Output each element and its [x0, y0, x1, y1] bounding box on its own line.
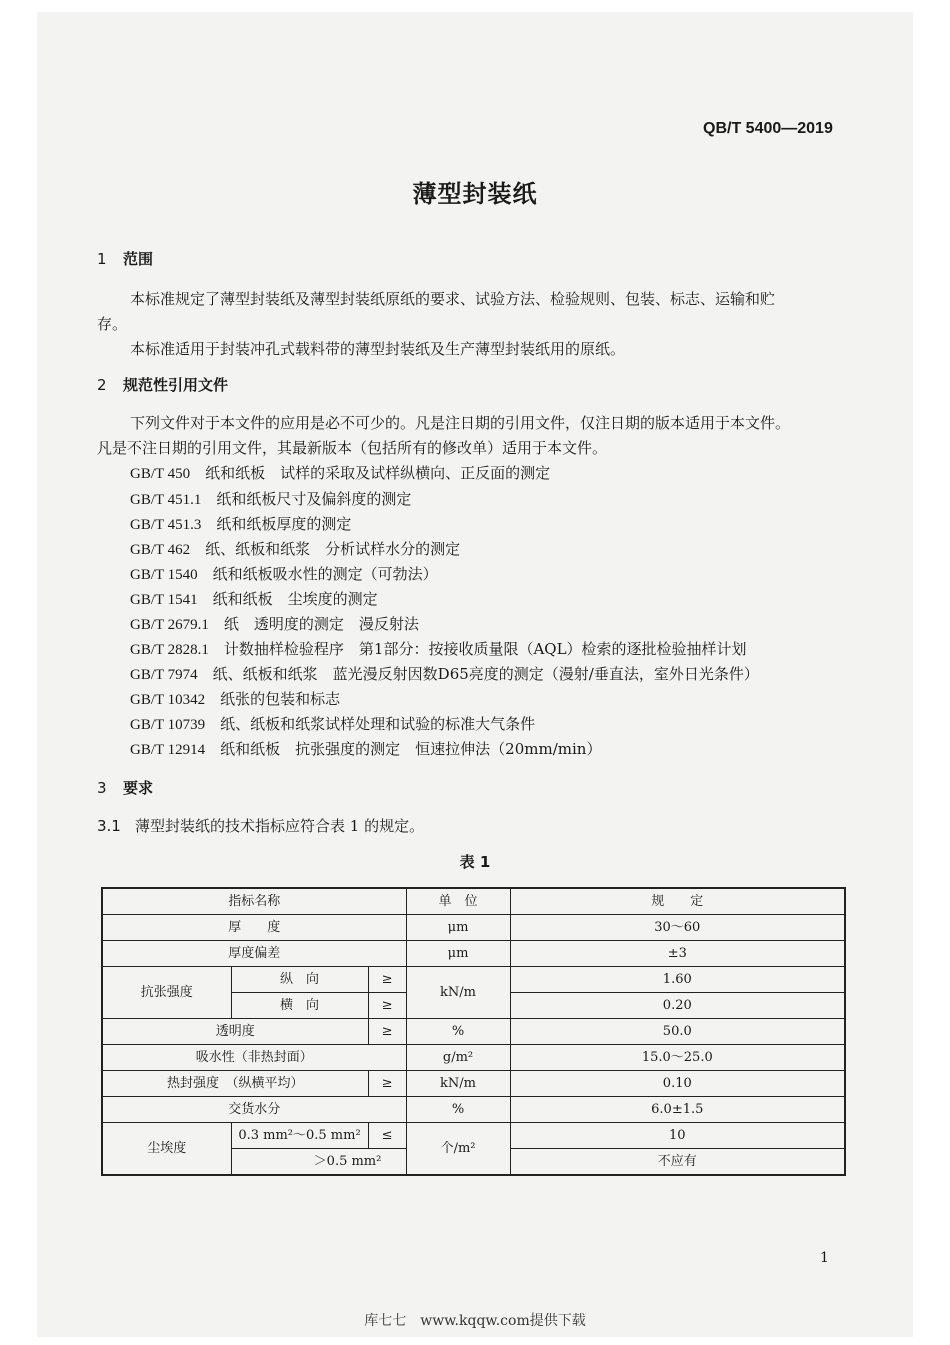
reference-code: GB/T 450: [130, 466, 191, 482]
paragraph-line: 凡是不注日期的引用文件，其最新版本（包括所有的修改单）适用于本文件。: [97, 439, 608, 457]
reference-item: [130, 638, 747, 659]
reference-item: [130, 462, 550, 483]
paragraph-line: 本标准规定了薄型封装纸及薄型封装纸原纸的要求、试验方法、检验规则、包装、标志、运输和贮: [130, 290, 776, 308]
reference-item: [130, 488, 411, 509]
cell-operator: ≥: [368, 967, 406, 993]
cell-operator: ≥: [368, 1071, 406, 1097]
section-heading: [97, 777, 153, 798]
section-heading: [97, 374, 228, 395]
cell-name: 厚 度: [102, 915, 406, 941]
clause-3-1: [97, 815, 424, 836]
cell-spec: 0.10: [510, 1071, 845, 1097]
table-caption: 表 1: [459, 853, 491, 871]
header-unit: 单 位: [406, 888, 510, 915]
cell-spec: 15.0～25.0: [510, 1045, 845, 1071]
reference-title: 纸、纸板和纸浆试样处理和试验的标准大气条件: [220, 715, 536, 733]
paragraph-line: 本标准适用于封装冲孔式载料带的薄型封装纸及生产薄型封装纸用的原纸。: [130, 340, 626, 358]
standard-code: QB/T 5400—2019: [703, 120, 833, 137]
table-row: [102, 1097, 845, 1123]
reference-code: GB/T 10739: [130, 717, 206, 733]
cell-spec: 10: [510, 1123, 845, 1149]
cell-sublabel: 横 向: [231, 993, 368, 1019]
table-row: [102, 967, 845, 993]
cell-spec: 50.0: [510, 1019, 845, 1045]
section-title: 要求: [123, 779, 154, 797]
reference-title: 纸和纸板 抗张强度的测定 恒速拉伸法（20mm/min）: [220, 740, 602, 758]
header-name: 指标名称: [102, 888, 406, 915]
reference-item: [130, 563, 438, 584]
paragraph-line: 下列文件对于本文件的应用是必不可少的。凡是注日期的引用文件，仅注日期的版本适用于本文件。: [130, 414, 791, 432]
clause-text: 薄型封装纸的技术指标应符合表 1 的规定。: [135, 817, 425, 835]
cell-name: 尘埃度: [102, 1123, 231, 1176]
cell-unit: g/m²: [406, 1045, 510, 1071]
reference-item: [130, 688, 340, 709]
table-row: [102, 941, 845, 967]
reference-title: 纸 透明度的测定 漫反射法: [223, 615, 419, 633]
cell-name: 厚度偏差: [102, 941, 406, 967]
cell-spec: 0.20: [510, 993, 845, 1019]
reference-title: 纸、纸板和纸浆 蓝光漫反射因数D65亮度的测定（漫射/垂直法，室外日光条件）: [212, 665, 759, 683]
reference-title: 纸和纸板 尘埃度的测定: [212, 590, 378, 608]
spec-table: [101, 887, 846, 1176]
reference-item: [130, 738, 601, 759]
cell-spec: 30～60: [510, 915, 845, 941]
table-row: [102, 1045, 845, 1071]
reference-code: GB/T 462: [130, 542, 191, 558]
cell-spec: 不应有: [510, 1149, 845, 1176]
page-number: 1: [820, 1250, 829, 1266]
table-row: [102, 1123, 845, 1149]
cell-name: 吸水性（非热封面）: [102, 1045, 406, 1071]
cell-unit: 个/m²: [406, 1123, 510, 1176]
cell-unit: μm: [406, 915, 510, 941]
section-number: 1: [97, 250, 107, 268]
cell-sublabel: ＞0.5 mm²: [231, 1149, 406, 1176]
reference-code: GB/T 10342: [130, 692, 206, 708]
cell-spec: 1.60: [510, 967, 845, 993]
cell-unit: μm: [406, 941, 510, 967]
cell-sublabel: 0.3 mm²～0.5 mm²: [231, 1123, 368, 1149]
section-title: 范围: [123, 250, 154, 268]
cell-name: 透明度: [102, 1019, 368, 1045]
reference-item: [130, 663, 759, 684]
document-title: 薄型封装纸: [412, 180, 538, 208]
cell-name: 交货水分: [102, 1097, 406, 1123]
reference-title: 纸、纸板和纸浆 分析试样水分的测定: [205, 540, 461, 558]
reference-title: 纸和纸板厚度的测定: [216, 515, 352, 533]
section-number: 3: [97, 779, 107, 797]
reference-code: GB/T 7974: [130, 667, 198, 683]
cell-spec: 6.0±1.5: [510, 1097, 845, 1123]
reference-code: GB/T 12914: [130, 742, 206, 758]
reference-item: [130, 538, 460, 559]
download-footer: 库七七 www.kqqw.com提供下载: [364, 1313, 586, 1329]
paragraph-line: 存。: [97, 315, 128, 333]
table-header-row: [102, 888, 845, 915]
cell-name: 抗张强度: [102, 967, 231, 1019]
cell-unit: %: [406, 1097, 510, 1123]
reference-item: [130, 588, 378, 609]
reference-code: GB/T 2828.1: [130, 642, 209, 658]
cell-spec: ±3: [510, 941, 845, 967]
section-heading: [97, 248, 153, 269]
reference-item: [130, 513, 351, 534]
table-row: [102, 1019, 845, 1045]
cell-unit: %: [406, 1019, 510, 1045]
section-title: 规范性引用文件: [123, 376, 229, 394]
cell-name: 热封强度 （纵横平均）: [102, 1071, 368, 1097]
reference-code: GB/T 1541: [130, 592, 198, 608]
reference-title: 纸和纸板 试样的采取及试样纵横向、正反面的测定: [205, 464, 551, 482]
section-number: 2: [97, 376, 107, 394]
table-row: [102, 915, 845, 941]
reference-title: 纸和纸板尺寸及偏斜度的测定: [216, 490, 412, 508]
reference-code: GB/T 1540: [130, 567, 198, 583]
header-spec: 规 定: [510, 888, 845, 915]
cell-sublabel: 纵 向: [231, 967, 368, 993]
cell-unit: kN/m: [406, 967, 510, 1019]
cell-operator: ≥: [368, 993, 406, 1019]
cell-unit: kN/m: [406, 1071, 510, 1097]
reference-item: [130, 713, 535, 734]
reference-title: 计数抽样检验程序 第1部分：按接收质量限（AQL）检索的逐批检验抽样计划: [223, 640, 747, 658]
reference-code: GB/T 451.3: [130, 517, 202, 533]
reference-code: GB/T 2679.1: [130, 617, 209, 633]
clause-number: 3.1: [97, 817, 121, 835]
cell-operator: ≥: [368, 1019, 406, 1045]
reference-title: 纸张的包装和标志: [220, 690, 341, 708]
reference-item: [130, 613, 419, 634]
reference-title: 纸和纸板吸水性的测定（可勃法）: [212, 565, 438, 583]
cell-operator: ≤: [368, 1123, 406, 1149]
reference-code: GB/T 451.1: [130, 492, 202, 508]
table-row: [102, 1071, 845, 1097]
